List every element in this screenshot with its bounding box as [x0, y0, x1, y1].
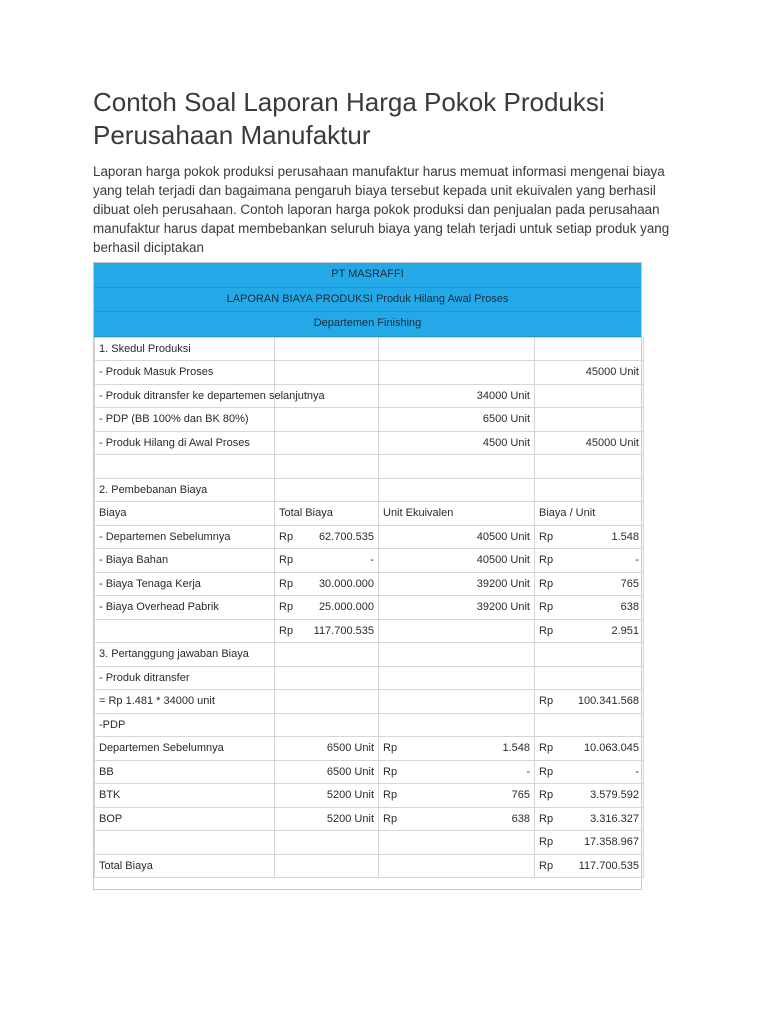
cell-text: 5200 Unit [326, 812, 374, 825]
currency-label: Rp [539, 577, 554, 590]
cell-text: - Produk ditransfer [99, 671, 190, 684]
table-cell [95, 854, 275, 878]
cell-text: Biaya [99, 507, 127, 520]
table-cell [95, 478, 275, 502]
currency-label: Rp [539, 695, 554, 708]
table-cell [275, 807, 379, 831]
table-cell [275, 361, 379, 385]
amount-value: 25.000.000 [318, 601, 374, 614]
amount-value: 17.358.967 [583, 836, 639, 849]
table-cell [379, 807, 535, 831]
table-cell [275, 572, 379, 596]
table-cell [275, 784, 379, 808]
table-cell [535, 760, 644, 784]
amount-value: - [526, 765, 530, 778]
table-cell [379, 666, 535, 690]
table-cell [379, 431, 535, 455]
table-cell [95, 455, 275, 479]
amount-value: 117.700.535 [313, 624, 374, 637]
currency-label: Rp [279, 601, 294, 614]
cell-text: - Produk Hilang di Awal Proses [99, 436, 250, 449]
cell-text: BTK [99, 789, 121, 802]
amount-value: 638 [620, 601, 639, 614]
cell-text: 6500 Unit [326, 765, 374, 778]
table-cell [275, 737, 379, 761]
cell-text: 40500 Unit [476, 554, 530, 567]
cell-text: 3. Pertanggung jawaban Biaya [99, 648, 249, 661]
table-cell [275, 619, 379, 643]
table-cell [535, 854, 644, 878]
cell-text: 45000 Unit [585, 436, 639, 449]
amount-value: 30.000.000 [318, 577, 374, 590]
currency-label: Rp [383, 765, 398, 778]
table-cell [275, 337, 379, 361]
table-cell [379, 784, 535, 808]
table-cell [535, 713, 644, 737]
table-cell [275, 455, 379, 479]
table-row [95, 455, 644, 479]
cell-text: 34000 Unit [476, 389, 530, 402]
report-department: Departemen Finishing [94, 312, 641, 337]
table-cell [275, 760, 379, 784]
table-cell [275, 549, 379, 573]
currency-label: Rp [539, 859, 554, 872]
table-cell [95, 807, 275, 831]
table-cell [95, 596, 275, 620]
amount-value: - [370, 554, 374, 567]
table-cell [535, 690, 644, 714]
currency-label: Rp [539, 554, 554, 567]
table-cell [95, 549, 275, 573]
table-row [95, 713, 644, 737]
cell-text: 39200 Unit [476, 577, 530, 590]
table-row [95, 525, 644, 549]
cell-text: 40500 Unit [476, 530, 530, 543]
cell-text: - Biaya Tenaga Kerja [99, 577, 201, 590]
report-title: LAPORAN BIAYA PRODUKSI Produk Hilang Awal Proses [94, 288, 641, 313]
table-row [95, 690, 644, 714]
cell-text: 5200 Unit [326, 789, 374, 802]
table-cell [379, 713, 535, 737]
table-cell [275, 666, 379, 690]
amount-value: 3.316.327 [590, 812, 639, 825]
table-cell [535, 737, 644, 761]
table-cell [535, 807, 644, 831]
table-row [95, 854, 644, 878]
currency-label: Rp [279, 554, 294, 567]
cell-text: Unit Ekuivalen [383, 507, 454, 520]
report-company-name: PT MASRAFFI [94, 263, 641, 288]
amount-value: 765 [620, 577, 639, 590]
table-cell [275, 713, 379, 737]
currency-label: Rp [383, 742, 398, 755]
table-row [95, 361, 644, 385]
table-cell [535, 525, 644, 549]
currency-label: Rp [539, 812, 554, 825]
table-cell [535, 502, 644, 526]
table-cell [535, 666, 644, 690]
cell-text: BOP [99, 812, 123, 825]
table-cell [535, 831, 644, 855]
table-cell [95, 502, 275, 526]
currency-label: Rp [539, 624, 554, 637]
table-cell [379, 690, 535, 714]
table-cell [95, 431, 275, 455]
cell-text: - Produk ditransfer ke departemen selanjutnya [99, 389, 325, 402]
table-cell [275, 408, 379, 432]
table-row [95, 572, 644, 596]
table-cell [379, 502, 535, 526]
amount-value: 100.341.568 [577, 695, 639, 708]
table-cell [275, 502, 379, 526]
table-row [95, 596, 644, 620]
table-row [95, 478, 644, 502]
currency-label: Rp [383, 789, 398, 802]
table-row [95, 807, 644, 831]
currency-label: Rp [539, 530, 554, 543]
table-cell [535, 337, 644, 361]
table-row [95, 666, 644, 690]
table-cell [535, 408, 644, 432]
table-row [95, 408, 644, 432]
table-cell [379, 760, 535, 784]
table-cell [379, 361, 535, 385]
amount-value: 1.548 [611, 530, 639, 543]
table-cell [95, 572, 275, 596]
amount-value: 10.063.045 [583, 742, 639, 755]
table-cell [275, 831, 379, 855]
table-cell [275, 478, 379, 502]
cell-text: - Biaya Overhead Pabrik [99, 601, 219, 614]
amount-value: - [635, 765, 639, 778]
table-cell [379, 549, 535, 573]
cell-text: 6500 Unit [482, 413, 530, 426]
table-cell [95, 760, 275, 784]
table-row [95, 831, 644, 855]
table-cell [95, 690, 275, 714]
table-cell [379, 854, 535, 878]
table-cell [275, 431, 379, 455]
table-cell [275, 854, 379, 878]
table-cell [535, 572, 644, 596]
table-cell [535, 643, 644, 667]
table-row [95, 643, 644, 667]
currency-label: Rp [279, 530, 294, 543]
cell-text: 6500 Unit [326, 742, 374, 755]
table-cell [379, 384, 535, 408]
table-cell [535, 431, 644, 455]
table-cell [95, 666, 275, 690]
table-cell [379, 455, 535, 479]
table-cell [95, 831, 275, 855]
currency-label: Rp [279, 624, 294, 637]
table-cell [379, 596, 535, 620]
table-row [95, 737, 644, 761]
table-cell [95, 337, 275, 361]
amount-value: 638 [511, 812, 530, 825]
cell-text: -PDP [99, 718, 126, 731]
table-row [95, 384, 644, 408]
table-cell [379, 619, 535, 643]
table-cell [379, 478, 535, 502]
table-cell [275, 596, 379, 620]
intro-paragraph: Laporan harga pokok produksi perusahaan manufaktur harus memuat informasi mengenai biaya yang telah terjadi dan bagaimana pengaruh biaya tersebut kepada unit ekuivalen yang berhasil dibuat oleh perusahaan. Contoh laporan harga pokok produksi dan penjualan pada perusahaan manufaktur harus dapat membebankan seluruh biaya yang telah terjadi untuk setiap produk yang berhasil diciptakan [93, 164, 670, 255]
cell-text: - Departemen Sebelumnya [99, 530, 231, 543]
table-cell [535, 784, 644, 808]
table-row [95, 760, 644, 784]
table-cell [275, 643, 379, 667]
table-row [95, 337, 644, 361]
table-cell [535, 384, 644, 408]
table-row [95, 619, 644, 643]
amount-value: 62.700.535 [318, 530, 374, 543]
table-cell [95, 784, 275, 808]
report-table-image [93, 262, 642, 890]
table-row [95, 502, 644, 526]
cell-text: Biaya / Unit [539, 507, 596, 520]
table-cell [275, 525, 379, 549]
amount-value: 765 [511, 789, 530, 802]
cell-text: = Rp 1.481 * 34000 unit [99, 695, 215, 708]
table-cell [379, 408, 535, 432]
table-cell [95, 619, 275, 643]
cell-text: 45000 Unit [585, 366, 639, 379]
table-cell [379, 831, 535, 855]
table-row [95, 549, 644, 573]
report-table [94, 337, 644, 879]
cell-text: Total Biaya [99, 859, 153, 872]
currency-label: Rp [383, 812, 398, 825]
table-row [95, 431, 644, 455]
table-cell [535, 619, 644, 643]
currency-label: Rp [539, 765, 554, 778]
cell-text: 2. Pembebanan Biaya [99, 483, 208, 496]
table-cell [535, 361, 644, 385]
table-cell [379, 643, 535, 667]
cell-text: - Biaya Bahan [99, 554, 169, 567]
table-cell [379, 337, 535, 361]
amount-value: 117.700.535 [578, 859, 639, 872]
cell-text: 1. Skedul Produksi [99, 342, 191, 355]
amount-value: 3.579.592 [590, 789, 639, 802]
table-cell [379, 737, 535, 761]
currency-label: Rp [279, 577, 294, 590]
table-cell [535, 596, 644, 620]
table-cell [95, 643, 275, 667]
cell-text: BB [99, 765, 114, 778]
amount-value: - [635, 554, 639, 567]
table-cell [95, 384, 325, 408]
table-cell [95, 737, 275, 761]
cell-text: 4500 Unit [482, 436, 530, 449]
page-title: Contoh Soal Laporan Harga Pokok Produksi Perusahaan Manufaktur [93, 87, 605, 150]
table-cell [379, 572, 535, 596]
table-cell [379, 525, 535, 549]
cell-text: - Produk Masuk Proses [99, 366, 214, 379]
table-cell [95, 525, 275, 549]
currency-label: Rp [539, 836, 554, 849]
table-cell [95, 361, 275, 385]
table-cell [535, 455, 644, 479]
cell-text: Total Biaya [279, 507, 333, 520]
table-cell [275, 690, 379, 714]
table-cell [95, 408, 275, 432]
currency-label: Rp [539, 789, 554, 802]
amount-value: 2.951 [611, 624, 639, 637]
amount-value: 1.548 [502, 742, 530, 755]
currency-label: Rp [539, 742, 554, 755]
table-cell [95, 713, 275, 737]
table-row [95, 784, 644, 808]
table-cell [535, 478, 644, 502]
cell-text: - PDP (BB 100% dan BK 80%) [99, 413, 249, 426]
cell-text: 39200 Unit [476, 601, 530, 614]
currency-label: Rp [539, 601, 554, 614]
table-cell [535, 549, 644, 573]
cell-text: Departemen Sebelumnya [99, 742, 224, 755]
